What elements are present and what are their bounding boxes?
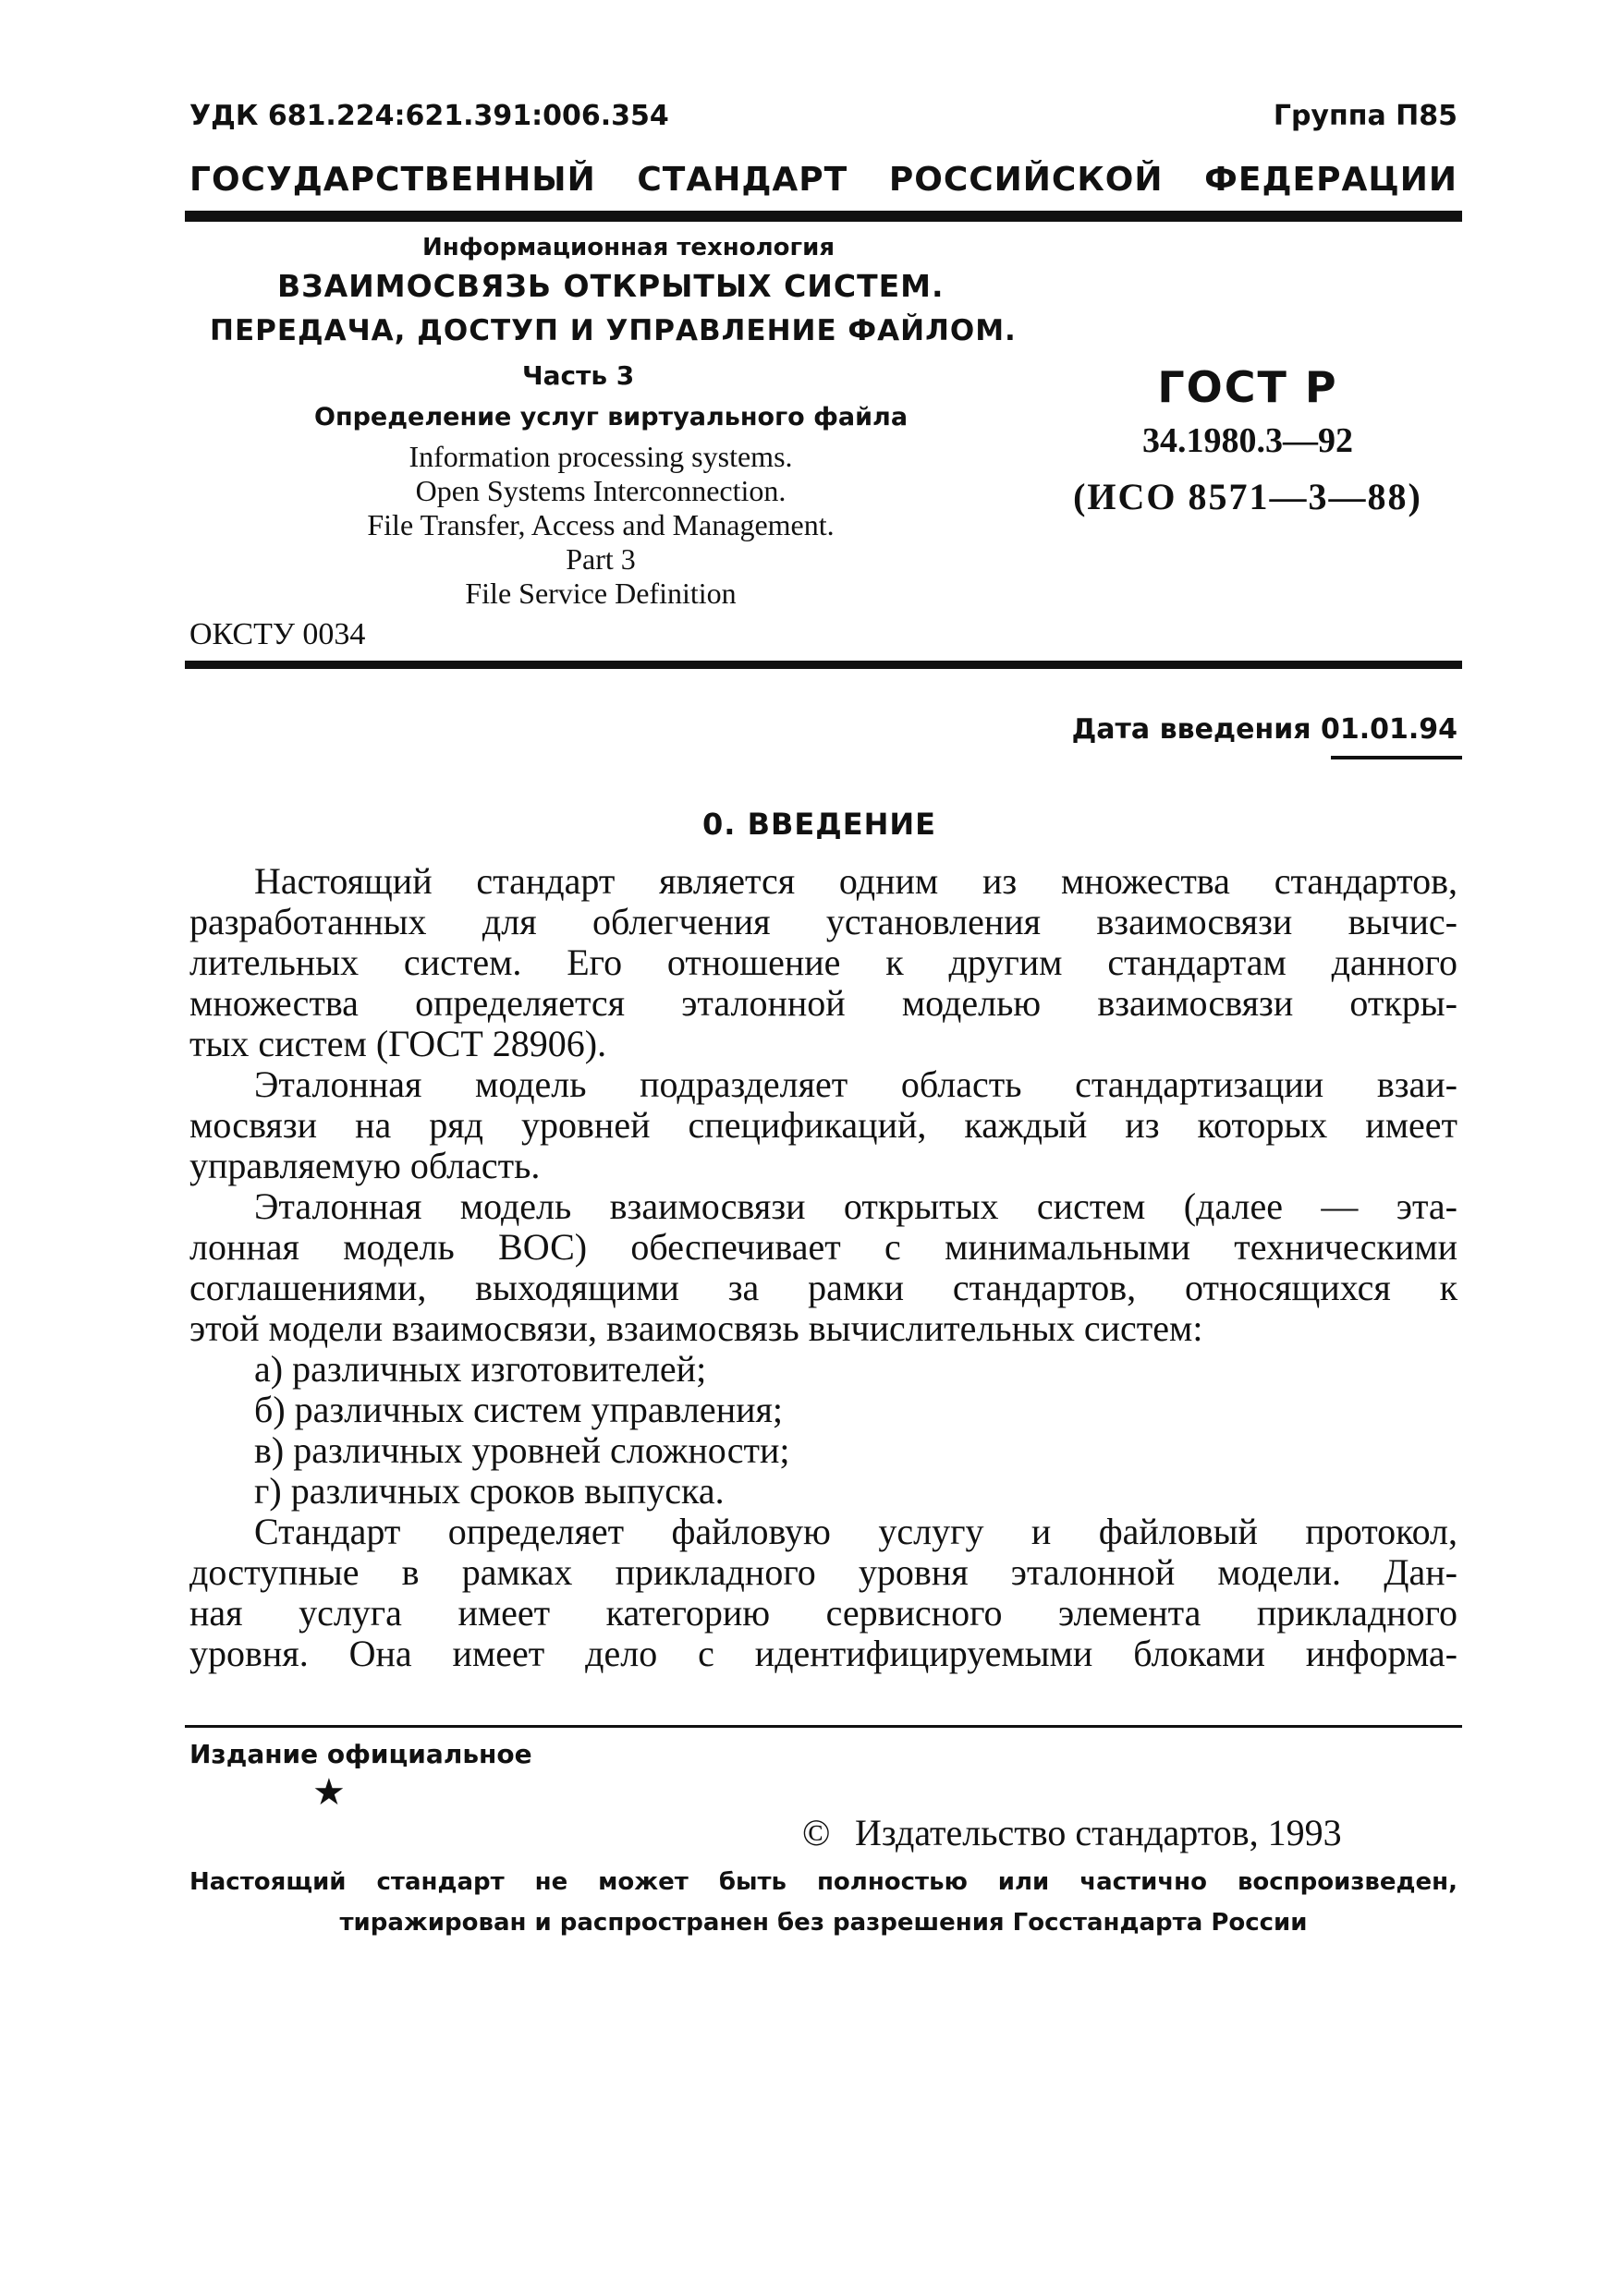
- group-code: Группа П85: [1273, 100, 1457, 132]
- english-title-line: File Service Definition: [465, 577, 737, 610]
- title-line-3: ПЕРЕДАЧА, ДОСТУП И УПРАВЛЕНИЕ ФАЙЛОМ.: [210, 314, 1017, 347]
- body-text-line: лонная модель ВОС) обеспечивает с минимальными техническими: [189, 1226, 1457, 1268]
- english-title-line: File Transfer, Access and Management.: [367, 508, 835, 541]
- body-text-line: ная услуга имеет категорию сервисного элемента прикладного: [189, 1592, 1457, 1634]
- subtitle: Определение услуг виртуального файла: [314, 403, 909, 431]
- list-item: б) различных систем управления;: [254, 1389, 784, 1430]
- body-text-line: множества определяется эталонной моделью взаимосвязи откры-: [189, 982, 1457, 1024]
- list-item: г) различных сроков выпуска.: [254, 1470, 725, 1512]
- copyright-icon: ©: [802, 1812, 831, 1853]
- body-text-line: соглашениями, выходящими за рамки стандартов, относящихся к: [189, 1267, 1457, 1308]
- body-text-line: этой модели взаимосвязи, взаимосвязь вычислительных систем:: [189, 1307, 1203, 1349]
- body-text-line: Эталонная модель взаимосвязи открытых систем (далее — эта-: [254, 1185, 1457, 1227]
- copyright-notice-line: тиражирован и распространен без разрешения Госстандарта России: [339, 1909, 1308, 1937]
- english-title-line: Part 3: [566, 542, 636, 576]
- gost-label: ГОСТ Р: [1157, 362, 1338, 412]
- body-text-line: мосвязи на ряд уровней спецификаций, каждый из которых имеет: [189, 1104, 1457, 1146]
- part-label: Часть 3: [522, 360, 635, 391]
- date-underline: [1331, 756, 1462, 759]
- body-text-line: управляемую область.: [189, 1145, 541, 1186]
- body-text-line: разработанных для облегчения установления взаимосвязи вычис-: [189, 901, 1457, 942]
- title-line-1: Информационная технология: [421, 234, 835, 261]
- edition-label: Издание официальное: [189, 1739, 532, 1769]
- copyright-notice-line: Настоящий стандарт не может быть полностью или частично воспроизведен,: [189, 1868, 1457, 1896]
- body-text-line: уровня. Она имеет дело с идентифицируемыми блоками информа-: [189, 1633, 1457, 1674]
- iso-number: (ИСО 8571—3—88): [1073, 476, 1422, 517]
- body-text-line: Стандарт определяет файловую услугу и файловый протокол,: [254, 1511, 1457, 1552]
- section-title: 0. ВВЕДЕНИЕ: [702, 807, 936, 842]
- footer-rule: [185, 1725, 1462, 1728]
- okstu-code: ОКСТУ 0034: [189, 617, 366, 651]
- star-icon: ★: [312, 1771, 346, 1813]
- english-title-line: Information processing systems.: [409, 440, 793, 473]
- body-text-line: доступные в рамках прикладного уровня эталонной модели. Дан-: [189, 1551, 1457, 1593]
- english-title: [300, 440, 901, 611]
- top-thick-rule: [185, 211, 1462, 222]
- mid-thick-rule: [185, 661, 1462, 669]
- org-title: ГОСУДАРСТВЕННЫЙ СТАНДАРТ РОССИЙСКОЙ ФЕДЕРАЦИИ: [189, 161, 1457, 199]
- body-text-line: Эталонная модель подразделяет область стандартизации взаи-: [254, 1063, 1457, 1105]
- gost-number: 34.1980.3—92: [1142, 421, 1353, 460]
- udk-code: УДК 681.224:621.391:006.354: [189, 100, 669, 132]
- date-introduction: Дата введения 01.01.94: [1071, 713, 1457, 746]
- body-text-line: Настоящий стандарт является одним из множества стандартов,: [254, 860, 1457, 902]
- title-line-2: ВЗАИМОСВЯЗЬ ОТКРЫТЫХ СИСТЕМ.: [277, 268, 945, 304]
- publisher: Издательство стандартов, 1993: [855, 1812, 1342, 1853]
- list-item: в) различных уровней сложности;: [254, 1429, 790, 1471]
- body-text-line: лительных систем. Его отношение к другим стандартам данного: [189, 941, 1457, 983]
- body-text-line: тых систем (ГОСТ 28906).: [189, 1023, 607, 1064]
- english-title-line: Open Systems Interconnection.: [415, 474, 787, 507]
- list-item: а) различных изготовителей;: [254, 1348, 707, 1390]
